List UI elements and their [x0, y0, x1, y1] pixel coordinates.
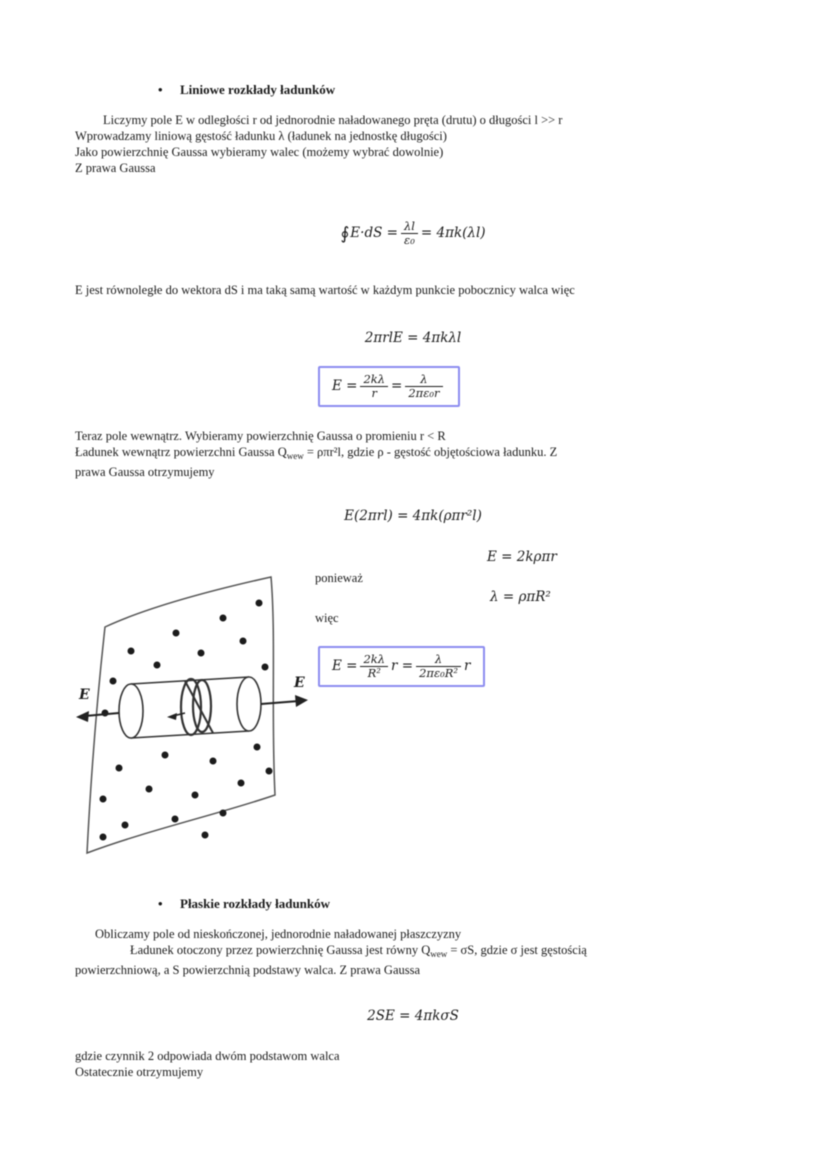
field-label-right: E — [294, 675, 305, 691]
paragraph-closing — [75, 1048, 781, 1080]
section-flat-title: Płaskie rozkłady ładunków — [180, 896, 331, 911]
fraction-numerator: λ — [416, 653, 461, 667]
integral-symbol: ∮ — [340, 224, 350, 245]
paragraph-line: Ostatecznie otrzymujemy — [75, 1065, 204, 1079]
fraction-denominator: ε₀ — [404, 233, 415, 248]
fraction — [360, 653, 388, 680]
formula-flux-cylinder: 2πrlE = 4πkλl — [364, 330, 462, 346]
paragraph-line: Jako powierzchnię Gaussa wybieramy walec (możemy wybrać dowolnie) — [75, 145, 444, 159]
paragraph-line: gdzie czynnik 2 odpowiada dwóm podstawom walca — [75, 1049, 340, 1063]
formula-flux-inside: E(2πrl) = 4πk(ρπr²l) — [344, 508, 482, 524]
fraction-numerator: λ — [405, 373, 442, 387]
fraction — [360, 373, 388, 400]
paragraph-line: Teraz pole wewnątrz. Wybieramy powierzchnię Gaussa o promieniu r < R — [75, 429, 446, 443]
paragraph-line: powierzchniową, a S powierzchnią podstawy walca. Z prawa Gaussa — [75, 963, 421, 977]
fraction-numerator: 2kλ — [360, 373, 388, 387]
paragraph-field-inside — [75, 428, 781, 480]
formula-box-field-outside — [318, 366, 460, 407]
line-parallel-note: E jest równoległe do wektora dS i ma taką samą wartość w każdym punkcie pobocznicy walca więc — [75, 283, 575, 297]
field-label-left: E — [79, 687, 90, 703]
formula-mid: r = — [391, 658, 414, 675]
line-post: = ρπr²l, gdzie ρ - gęstość objętościowa ładunku. Z — [303, 445, 558, 459]
because-label: ponieważ — [315, 571, 363, 585]
paragraph-line: prawa Gaussa otrzymujemy — [75, 465, 215, 479]
paragraph-line — [75, 942, 781, 962]
paragraph-linear-intro — [75, 112, 781, 176]
formula-box-field-inside — [318, 646, 485, 687]
paragraph-line: Z prawa Gaussa — [75, 161, 156, 175]
fraction-denominator: 2πε₀R² — [419, 666, 459, 681]
formula-lambda-def: λ = ρπR² — [490, 589, 551, 605]
fraction-numerator: λl — [401, 220, 418, 234]
section-linear-heading — [158, 82, 335, 98]
section-flat-heading — [158, 896, 330, 912]
formula-flux-plane: 2SE = 4πkσS — [367, 1008, 459, 1024]
fraction-denominator: 2πε₀r — [408, 386, 440, 401]
bullet-icon: • — [158, 82, 163, 97]
paragraph-line: Obliczamy pole od nieskończonej, jednorodnie naładowanej płaszczyzny — [95, 927, 462, 941]
paragraph-line: Liczymy pole E w odległości r od jednorodnie naładowanego pręta (drutu) o długości l >> r — [103, 113, 563, 127]
formula-gauss-law — [0, 220, 826, 247]
paragraph-flat-intro — [75, 926, 781, 978]
fraction — [405, 373, 442, 400]
gauss-pillbox-figure — [73, 563, 313, 863]
line-pre: Ładunek otoczony przez powierzchnię Gaussa jest równy Q — [130, 943, 431, 957]
subscript: wew — [286, 451, 304, 461]
line-post: = σS, gdzie σ jest gęstością — [447, 943, 587, 957]
formula-lhs: E·dS = — [350, 225, 398, 242]
formula-tail: r — [464, 658, 471, 675]
formula-rhs: = 4πk(λl) — [420, 225, 486, 242]
fraction-numerator: 2kλ — [360, 653, 388, 667]
formula-E-partial: E = 2kρπr — [487, 549, 557, 565]
cylinder-right-cap — [237, 677, 261, 731]
fraction — [416, 653, 461, 680]
paragraph-line: Wprowadzamy liniową gęstość ładunku λ (ładunek na jednostkę długości) — [75, 129, 447, 143]
so-label: więc — [315, 611, 339, 625]
fraction-denominator: r — [371, 386, 377, 401]
section-linear-title: Liniowe rozkłady ładunków — [180, 82, 336, 97]
formula-lhs: E = — [332, 658, 358, 675]
formula-lhs: E = — [332, 378, 358, 395]
bullet-icon: • — [158, 896, 163, 911]
line-pre: Ładunek wewnątrz powierzchni Gaussa Q — [75, 445, 287, 459]
formula-mid: = — [391, 378, 403, 395]
fraction — [401, 220, 418, 247]
paragraph-line — [75, 444, 781, 464]
subscript: wew — [430, 949, 448, 959]
fraction-denominator: R² — [367, 666, 381, 681]
cylinder-left-cap — [119, 684, 143, 738]
